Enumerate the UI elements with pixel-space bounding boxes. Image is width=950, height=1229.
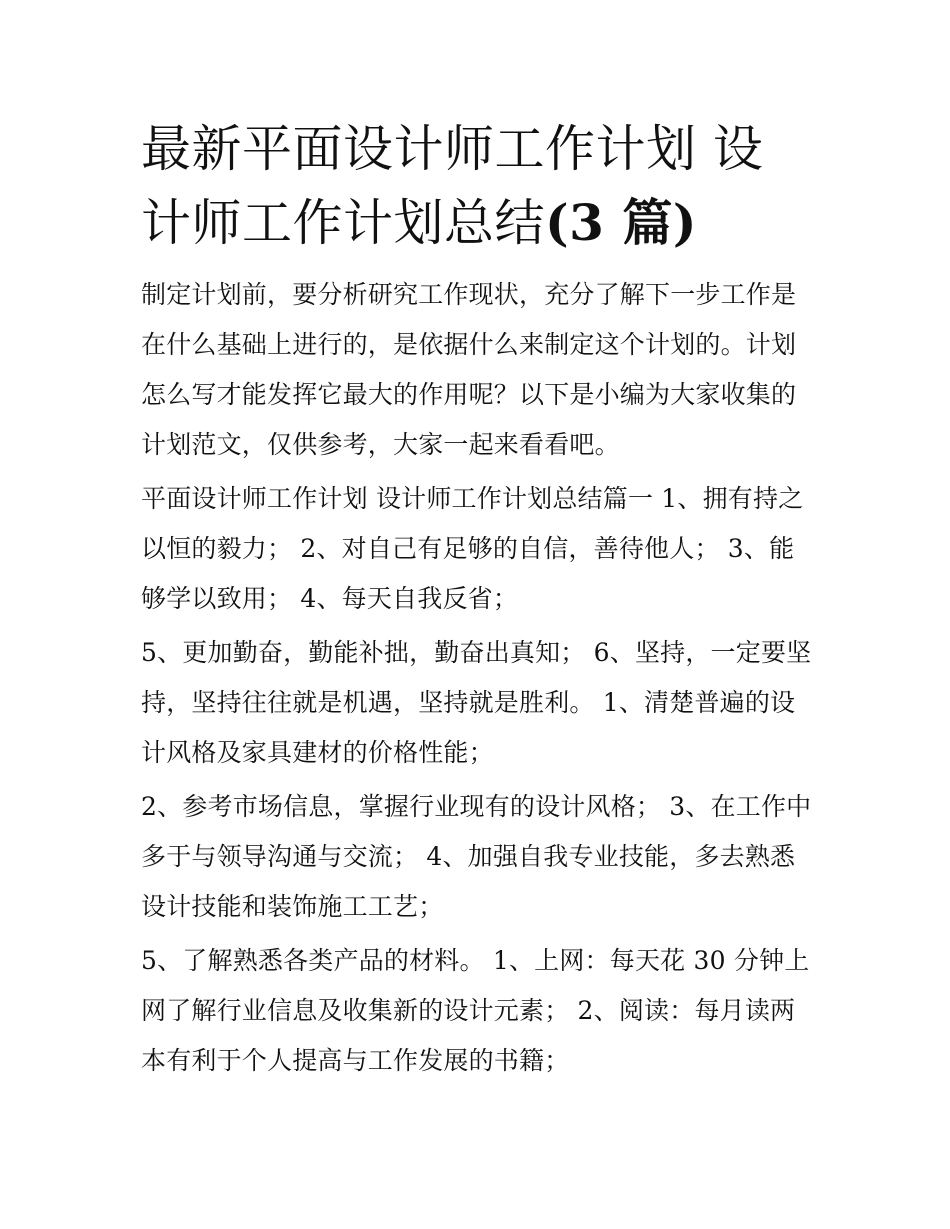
document-title-suffix: (3 篇) bbox=[545, 193, 698, 252]
document-title bbox=[141, 112, 813, 260]
paragraph-intro: 制定计划前，要分析研究工作现状，充分了解下一步工作是在什么基础上进行的，是依据什么来制定这个计划的。计划怎么写才能发挥它最大的作用呢？以下是小编为大家收集的计划范文，仅供参考，大家一起来看看吧。 bbox=[141, 280, 797, 459]
paragraph-persistence: 5、更加勤奋，勤能补拙，勤奋出真知； 6、坚持，一定要坚持，坚持往往就是机遇，坚持就是胜利。 1、清楚普遍的设计风格及家具建材的价格性能； bbox=[141, 638, 812, 767]
paragraph-section-one: 平面设计师工作计划 设计师工作计划总结篇一 1、拥有持之以恒的毅力； 2、对自己有足够的自信，善待他人； 3、能够学以致用； 4、每天自我反省； bbox=[141, 484, 804, 613]
document-content bbox=[141, 112, 813, 1090]
paragraph-market: 2、参考市场信息，掌握行业现有的设计风格； 3、在工作中多于与领导沟通与交流； 4、加强自我专业技能，多去熟悉设计技能和装饰施工工艺； bbox=[141, 792, 812, 921]
paragraph-materials: 5、了解熟悉各类产品的材料。 1、上网：每天花 30 分钟上网了解行业信息及收集新的设计元素； 2、阅读：每月读两本有利于个人提高与工作发展的书籍； bbox=[141, 946, 810, 1075]
document-title-main: 最新平面设计师工作计划 设计师工作计划总结 bbox=[141, 120, 764, 252]
